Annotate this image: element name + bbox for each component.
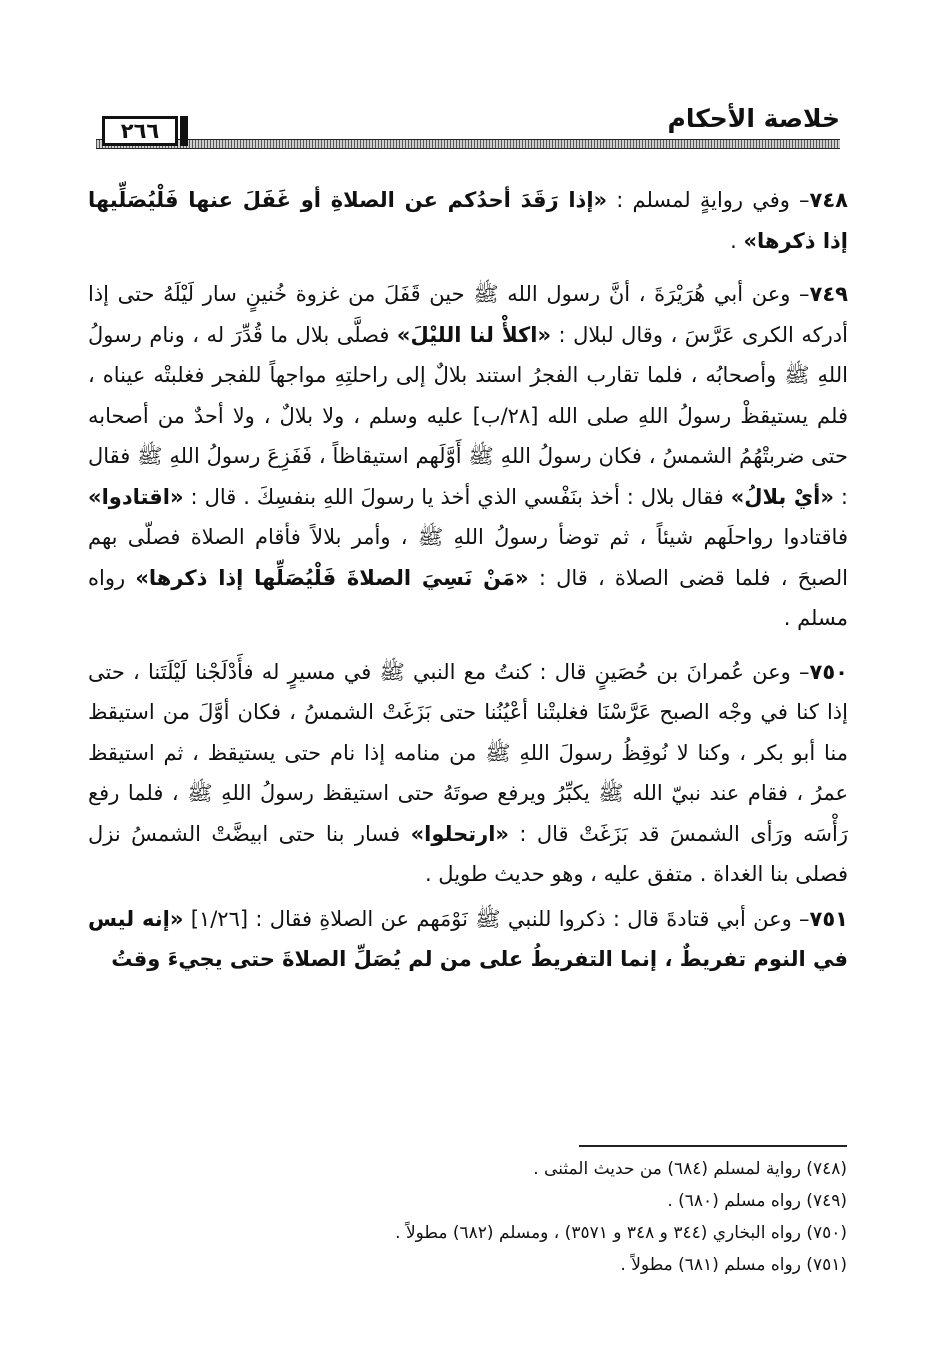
- footnote-751: (٧٥١) رواه مسلم (٦٨١) مطولاً .: [620, 1255, 847, 1275]
- hadith-quote: «أيْ بلالُ»: [730, 484, 834, 509]
- hadith-quote: «اكلأْ لنا الليْلَ»: [396, 322, 552, 347]
- page-body: [88, 180, 848, 980]
- hadith-text: – وفي روايةٍ لمسلم :: [607, 188, 810, 212]
- hadith-text: .: [730, 228, 744, 253]
- book-title: خلاصة الأحكام: [667, 104, 840, 133]
- hadith-quote: «مَنْ نَسِيَ الصلاةَ فَلْيُصَلِّها إذا ذكرها»: [135, 565, 529, 590]
- footnote-divider: [579, 1145, 847, 1147]
- hadith-number: ٧٥٠: [809, 659, 848, 684]
- page-number: ٢٦٦: [102, 116, 178, 146]
- hadith-number: ٧٥١: [809, 906, 848, 931]
- hadith-number: ٧٤٨: [809, 188, 848, 212]
- hadith-text: فسار بنا حتى ابيضَّتْ الشمسُ نزل فصلى بنا الغداة . متفق عليه ، وهو حديث طويل .: [88, 821, 848, 886]
- hadith-quote: «اقتادوا»: [88, 484, 184, 509]
- hadith-751: [88, 899, 848, 980]
- hadith-text: فقال بلال : أخذ بنَفْسي الذي أخذ يا رسولَ اللهِ بنفسِكَ . قال :: [183, 484, 731, 509]
- header-divider: [96, 139, 840, 149]
- footnotes: [147, 1153, 847, 1281]
- footnote-748: (٧٤٨) رواية لمسلم (٦٨٤) من حديث المثنى .: [533, 1159, 847, 1179]
- hadith-text: فصلَّى بلال ما قُدِّرَ له ، ونام رسولُ اللهِ ﷺ وأصحابُه ، فلما تقارب الفجرُ استند بلالٌ إلى راحلتِهِ مواجهاً للفجر فغلبتْه عيناه ، فلم يستيقظْ رسولُ اللهِ صلى الله [٢٨/ب] عليه وسلم ، ولا بلالٌ ، ولا أحدٌ من أصحابه حتى ضربتْهُمُ الشمسُ ، فكان رسولُ اللهِ ﷺ أَوَّلَهم استيقاظاً ، فَفَزِعَ رسولُ اللهِ ﷺ فقال :: [88, 322, 848, 509]
- footnote-750: (٧٥٠) رواه البخاري (٣٤٤ و ٣٤٨ و ٣٥٧١) ، ومسلم (٦٨٢) مطولاً .: [395, 1223, 847, 1243]
- hadith-text: فاقتادوا رواحلَهم شيئاً ، ثم توضأ رسولُ اللهِ ﷺ ، وأمر بلالاً فأقام الصلاة فصلّى بهم الصبحَ ، فلما قضى الصلاة ، قال :: [88, 525, 849, 590]
- hadith-text: – وعن عُمرانَ بن حُصَينٍ قال : كنتُ مع النبي ﷺ في مسيرٍ له فأَدْلَجْنا لَيْلَتَنا ، حتى إذا كنا في وجْه الصبح عَرَّسْنَا فغلبتْنا أعْيُنُنا حتى بَزَغَتْ الشمسُ ، فكان أوَّلَ من استيقظ منا أبو بكر ، وكنا لا نُوقِظُ رسولَ اللهِ ﷺ من منامه إذا نام حتى يستيقظ ، ثم استيقظ عمرُ ، فقام عند نبيّ الله ﷺ يكبِّرُ ويرفع صوتَهُ حتى استيقظ رسولُ اللهِ ﷺ ، فلما رفع رَأْسَه ورَأى الشمسَ قد بَزَغَتْ قال :: [88, 659, 849, 846]
- hadith-quote: «ارتحلوا»: [410, 821, 509, 846]
- hadith-number: ٧٤٩: [809, 282, 848, 306]
- hadith-quote: «إنه ليس في النوم تفريطٌ ، إنما التفريطُ على من لم يُصَلِّ الصلاةَ حتى يجيءَ وقتُ: [88, 906, 848, 971]
- hadith-749: [88, 274, 848, 639]
- page-header: [96, 98, 840, 154]
- hadith-text: رواه مسلم .: [88, 565, 848, 630]
- hadith-text: – وعن أبي قتادةَ قال : ذكروا للنبي ﷺ نَوْمَهم عن الصلاةِ فقال : [١/٢٦]: [183, 906, 810, 931]
- hadith-text: – وعن أبي هُرَيْرَةَ ، أنَّ رسول الله ﷺ حين قَفَلَ من غزوة خُنينٍ سار لَيْلَهُ حتى إذا أدركه الكرى عَرَّسَ ، وقال لبلال :: [88, 282, 848, 347]
- footnote-749: (٧٤٩) رواه مسلم (٦٨٠) .: [667, 1191, 847, 1211]
- page-number-ornament: [180, 116, 188, 146]
- hadith-quote: «إذا رَقَدَ أحدُكم عن الصلاةِ أو غَفَلَ عنها فَلْيُصَلِّيها إذا ذكرها»: [88, 188, 848, 253]
- hadith-750: [88, 652, 848, 895]
- hadith-748: [88, 180, 848, 261]
